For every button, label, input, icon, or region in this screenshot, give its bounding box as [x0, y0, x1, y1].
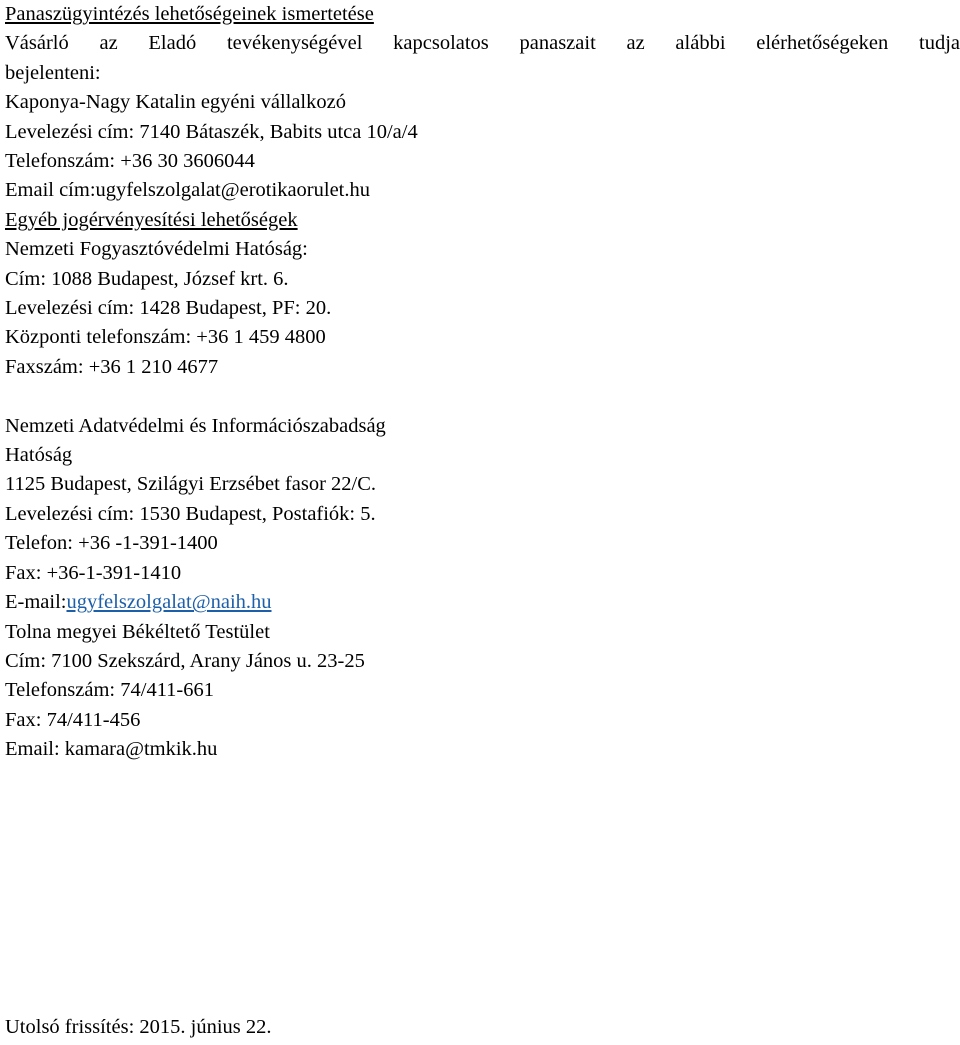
tolna-address: Cím: 7100 Szekszárd, Arany János u. 23-25 [5, 649, 365, 672]
naih-name-line2: Hatóság [5, 444, 73, 467]
tolna-name: Tolna megyei Békéltető Testület [5, 620, 270, 643]
seller-name: Kaponya-Nagy Katalin egyéni vállalkozó [5, 91, 346, 114]
last-updated: Utolsó frissítés: 2015. június 22. [5, 1016, 272, 1038]
remedies-heading: Egyéb jogérvényesítési lehetőségek [5, 208, 298, 231]
tolna-phone: Telefonszám: 74/411-661 [5, 679, 215, 702]
seller-phone: Telefonszám: +36 30 3606044 [5, 150, 255, 173]
naih-address: 1125 Budapest, Szilágyi Erzsébet fasor 22/C. [5, 473, 377, 496]
nfh-address: Cím: 1088 Budapest, József krt. 6. [5, 267, 289, 290]
nfh-postal-address: Levelezési cím: 1428 Budapest, PF: 20. [5, 297, 332, 320]
nfh-name: Nemzeti Fogyasztóvédelmi Hatóság: [5, 238, 308, 261]
naih-email-row [5, 588, 955, 617]
complaints-intro: Vásárló az Eladó tevékenységével kapcsolatos panaszait az alábbi elérhetőségeken tudja [5, 32, 960, 55]
naih-fax: Fax: +36-1-391-1410 [5, 561, 182, 584]
tolna-email: Email: kamara@tmkik.hu [5, 738, 218, 761]
seller-email: Email cím:ugyfelszolgalat@erotikaorulet.hu [5, 179, 370, 202]
tolna-fax: Fax: 74/411-456 [5, 708, 141, 731]
blank-line [5, 382, 955, 411]
seller-address: Levelezési cím: 7140 Bátaszék, Babits utca 10/a/4 [5, 120, 418, 143]
nfh-fax: Faxszám: +36 1 210 4677 [5, 355, 219, 378]
complaints-heading: Panaszügyintézés lehetőségeinek ismertetése [5, 3, 374, 25]
nfh-phone: Központi telefonszám: +36 1 459 4800 [5, 326, 326, 349]
naih-phone: Telefon: +36 -1-391-1400 [5, 532, 218, 555]
naih-postal-address: Levelezési cím: 1530 Budapest, Postafiók: 5. [5, 502, 376, 525]
document-body [5, 0, 960, 765]
naih-email-label: E-mail: [5, 591, 67, 614]
complaints-intro-continued: bejelenteni: [5, 61, 101, 84]
naih-email-link[interactable]: ugyfelszolgalat@naih.hu [66, 591, 272, 614]
naih-name-line1: Nemzeti Adatvédelmi és Információszabadság [5, 414, 386, 437]
